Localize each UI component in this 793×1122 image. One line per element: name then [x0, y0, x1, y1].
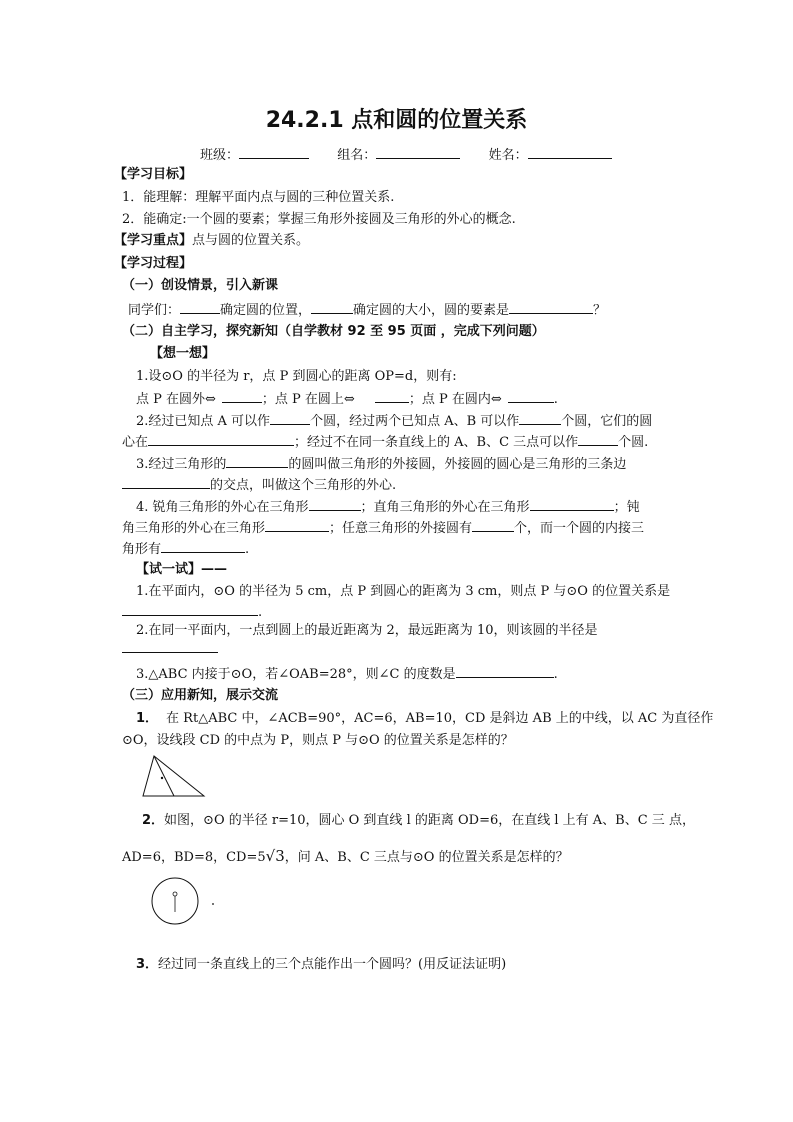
process-heading: 【学习过程】 — [114, 256, 193, 271]
text-span: 同学们： — [128, 303, 181, 318]
text-span: 2． — [142, 813, 165, 828]
text-span: 在 Rt△ABC 中，∠ACB=90°，AC=6，AB=10，CD 是斜边 AB 上的中线，以 AC 为直径作 — [166, 711, 714, 726]
goal-item: 2．能确定:一个圆的要素；掌握三角形外接圆及三角形的外心的概念. — [122, 212, 516, 227]
blank[interactable] — [309, 498, 361, 511]
blank[interactable] — [265, 519, 329, 532]
blank[interactable] — [519, 412, 561, 425]
group-label: 组名： — [337, 148, 377, 163]
p3-line — [136, 957, 506, 973]
text-span: ；钝 — [613, 500, 640, 515]
blank[interactable] — [161, 540, 245, 553]
blank[interactable] — [456, 665, 554, 678]
page-title: 24.2.1 点和圆的位置关系 — [265, 108, 528, 133]
text-span: ；点 P 在圆上⇔ — [261, 392, 355, 407]
text-span: 4. 锐角三角形的外心在三角形 — [136, 500, 309, 515]
blank[interactable] — [472, 519, 514, 532]
goals-heading: 【学习目标】 — [114, 167, 193, 182]
blank[interactable] — [270, 412, 310, 425]
circle-figure — [150, 876, 220, 928]
q4-line2 — [122, 519, 644, 537]
text-span: . — [553, 667, 558, 682]
text-span: . — [245, 542, 250, 557]
q2-line1 — [136, 412, 652, 430]
blank[interactable] — [508, 390, 554, 403]
header-line — [200, 146, 612, 164]
blank[interactable] — [311, 301, 353, 314]
text-span: 点 P 在圆外⇔ — [136, 392, 216, 407]
text-span: 1． — [136, 711, 159, 726]
text-span: 2.经过已知点 A 可以作 — [136, 414, 271, 429]
text-span: . — [553, 392, 558, 407]
blank[interactable] — [375, 390, 409, 403]
text-span: 心在 — [122, 435, 149, 450]
text-span: ；直角三角形的外心在三角形 — [360, 500, 530, 515]
text-span: 个圆，它们的圆 — [561, 414, 653, 429]
blank[interactable] — [122, 476, 210, 489]
text-span: 如图，⊙O 的半径 r=10，圆心 O 到直线 l 的距离 OD=6，在直线 l 上有 A、B、C 三 点， — [164, 813, 695, 828]
blank[interactable] — [180, 301, 220, 314]
text-span: 的交点，叫做这个三角形的外心. — [210, 478, 397, 493]
blank[interactable] — [122, 640, 218, 653]
text-span: 个，而一个圆的内接三 — [514, 521, 645, 536]
key-point-line — [114, 233, 309, 249]
blank[interactable] — [578, 433, 618, 446]
try-heading: 【试一试】—— — [136, 562, 228, 577]
key-point-heading: 【学习重点】 — [114, 233, 193, 248]
center-mark — [173, 892, 177, 896]
goal-item: 1．能理解：理解平面内点与圆的三种位置关系. — [122, 190, 395, 205]
triangle-shape — [143, 756, 204, 796]
q1-stem: 1.设⊙O 的半径为 r，点 P 到圆心的距离 OP=d，则有: — [136, 369, 457, 384]
q4-line1 — [136, 498, 640, 516]
text-span: 3.△ABC 内接于⊙O，若∠OAB=28°，则∠C 的度数是 — [136, 667, 456, 682]
text-span: ，问 A、B、C 三点与⊙O 的位置关系是怎样的？ — [284, 850, 569, 865]
p2-line1 — [142, 813, 695, 829]
name-label: 姓名： — [488, 148, 528, 163]
part1-heading: （一）创设情景，引入新课 — [122, 278, 279, 293]
text-span: ；任意三角形的外接圆有 — [329, 521, 473, 536]
q3-line2 — [122, 476, 396, 494]
group-blank[interactable] — [376, 146, 460, 159]
part1-line — [128, 301, 606, 319]
name-blank[interactable] — [528, 146, 612, 159]
p1-line1 — [136, 711, 713, 727]
text-span: 角形有 — [122, 542, 162, 557]
median-line — [154, 756, 174, 796]
text-span: ？ — [593, 303, 607, 318]
text-span: 角三角形的外心在三角形 — [122, 521, 266, 536]
try-q2: 2.在同一平面内，一点到圆上的最近距离为 2，最远距离为 10，则该圆的半径是 — [136, 623, 598, 638]
try-q1: 1.在平面内，⊙O 的半径为 5 cm，点 P 到圆心的距离为 3 cm，则点 P 与⊙O 的位置关系是 — [136, 584, 671, 599]
q2-line2 — [122, 433, 648, 451]
blank[interactable] — [226, 455, 288, 468]
part3-heading: （三）应用新知，展示交流 — [122, 688, 279, 703]
q4-line3 — [122, 540, 249, 558]
text-span: 确定圆的大小，圆的要素是 — [353, 303, 510, 318]
try-q1-answer-line — [122, 603, 262, 621]
p1-line2: ⊙O，设线段 CD 的中点为 P，则点 P 与⊙O 的位置关系是怎样的？ — [122, 733, 514, 748]
q3-line1 — [136, 455, 626, 473]
q1-line — [136, 390, 558, 408]
text-span: ；点 P 在圆内⇔ — [408, 392, 502, 407]
text-span: 的圆叫做三角形的外接圆，外接圆的圆心是三角形的三条边 — [288, 457, 627, 472]
blank[interactable] — [509, 301, 593, 314]
blank[interactable] — [530, 498, 614, 511]
text-span: 个圆. — [618, 435, 649, 450]
key-point-text: 点与圆的位置关系。 — [192, 233, 310, 248]
class-label: 班级： — [200, 148, 240, 163]
blank[interactable] — [222, 390, 262, 403]
sqrt3-symbol: √3 — [265, 847, 285, 865]
class-blank[interactable] — [239, 146, 309, 159]
triangle-figure — [140, 752, 212, 802]
text-span: 确定圆的位置， — [220, 303, 312, 318]
text-span: ；经过不在同一条直线上的 A、B、C 三点可以作 — [294, 435, 579, 450]
text-span: 经过同一条直线上的三个点能作出一个圆吗？(用反证法证明) — [158, 957, 507, 972]
text-span: . — [258, 605, 263, 620]
text-span: 个圆，经过两个已知点 A、B 可以作 — [310, 414, 520, 429]
text-span: AD=6，BD=8，CD=5 — [122, 850, 266, 865]
text-span: 3.经过三角形的 — [136, 457, 227, 472]
try-q2-answer-line — [122, 640, 218, 658]
blank[interactable] — [148, 433, 294, 446]
p2-line2 — [122, 848, 569, 866]
text-span: 3． — [136, 957, 159, 972]
point-mark — [161, 777, 163, 779]
think-heading: 【想一想】 — [150, 346, 216, 361]
try-q3 — [136, 665, 558, 683]
point-mark — [212, 903, 214, 905]
part2-heading: （二）自主学习，探究新知（自学教材 92 至 95 页面 ，完成下列问题） — [122, 324, 545, 339]
blank[interactable] — [122, 603, 258, 616]
